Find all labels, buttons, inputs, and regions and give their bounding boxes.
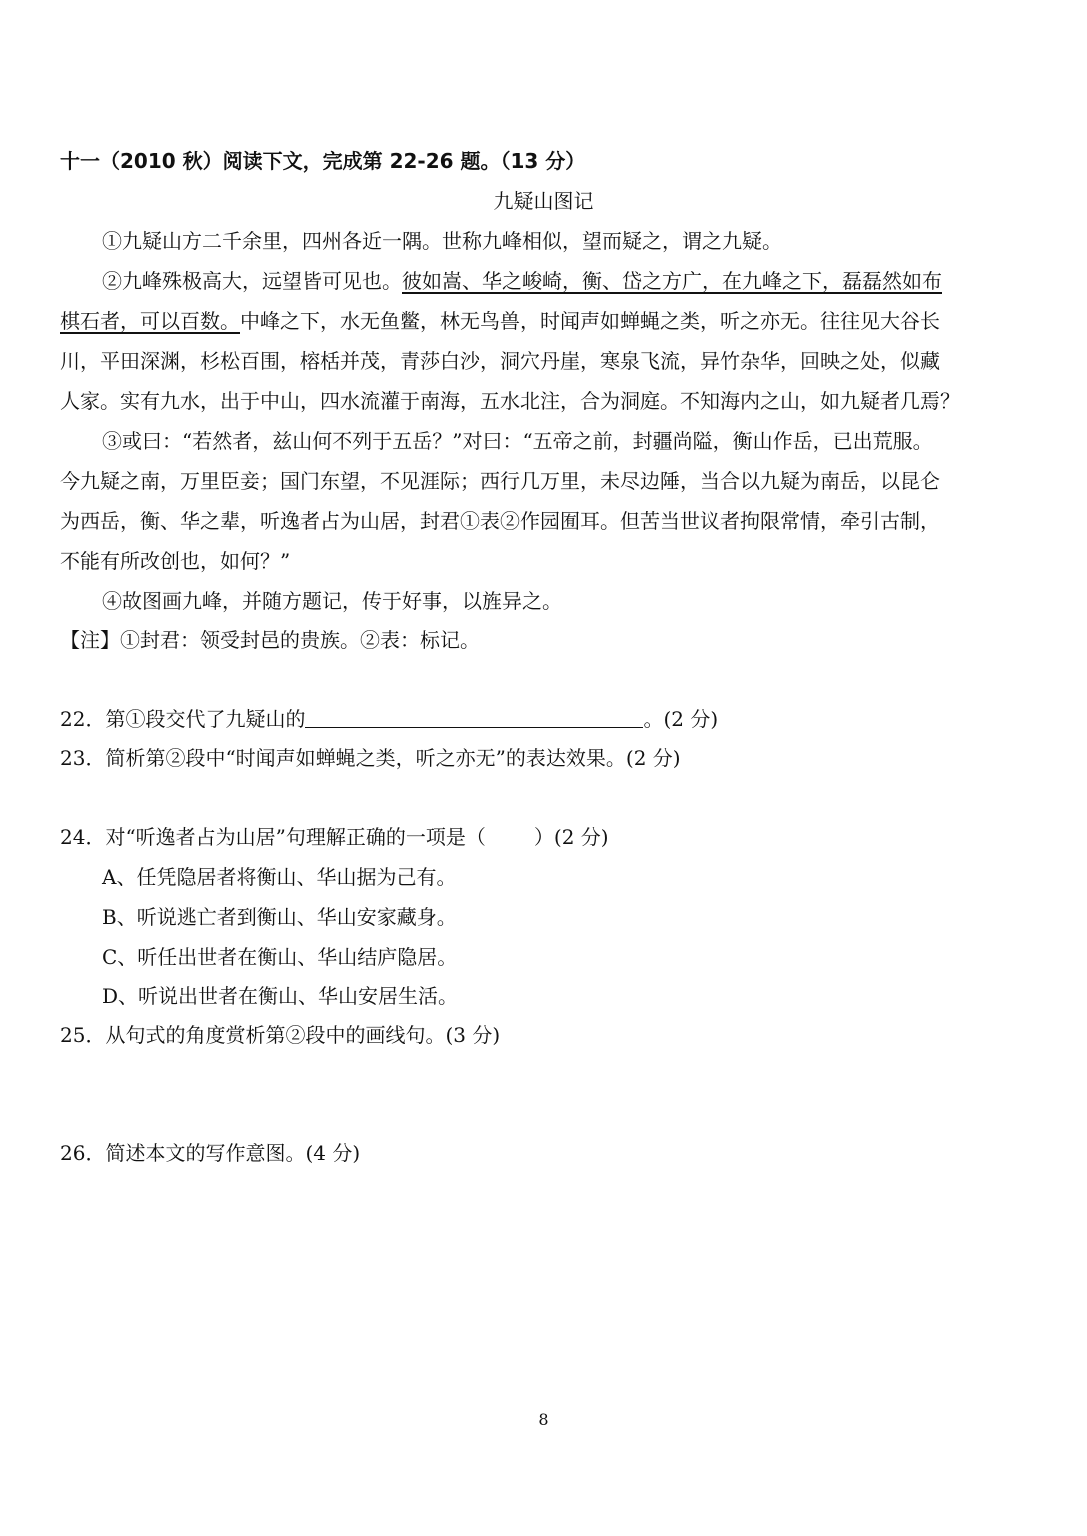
question-22 xyxy=(60,706,718,732)
question-22-text: 22．第①段交代了九疑山的 xyxy=(60,707,306,731)
paragraph-2-line-2 xyxy=(60,308,940,334)
paragraph-2-line-3: 川，平田深渊，杉松百围，榕栝并茂，青莎白沙，洞穴丹崖，寒泉飞流，异竹杂华，回映之处，似藏 xyxy=(60,349,940,373)
paragraph-3-line-2: 今九疑之南，万里臣妾；国门东望，不见涯际；西行几万里，未尽边陲，当合以九疑为南岳，以昆仑 xyxy=(60,469,940,493)
option-a[interactable]: A、任凭隐居者将衡山、华山据为己有。 xyxy=(102,865,457,889)
question-24-text: 24．对“听逸者占为山居”句理解正确的一项是（ xyxy=(60,825,486,849)
paragraph-2-line-4: 人家。实有九水，出于中山，四水流灌于南海，五水北注，合为洞庭。不知海内之山，如九疑者几焉？ xyxy=(60,389,960,413)
underlined-sentence-part-1: 彼如嵩、华之峻崎，衡、岱之方广，在九峰之下，磊磊然如布 xyxy=(402,269,942,293)
paragraph-2-line-1 xyxy=(102,268,942,294)
option-c[interactable]: C、听任出世者在衡山、华山结庐隐居。 xyxy=(102,945,458,969)
question-25: 25．从句式的角度赏析第②段中的画线句。(3 分) xyxy=(60,1023,501,1047)
article-title: 九疑山图记 xyxy=(493,189,594,213)
option-b[interactable]: B、听说逃亡者到衡山、华山安家藏身。 xyxy=(102,905,457,929)
option-d[interactable]: D、听说出世者在衡山、华山安居生活。 xyxy=(102,984,459,1008)
question-26: 26．简述本文的写作意图。(4 分) xyxy=(60,1141,361,1165)
question-24-points: ）(2 分) xyxy=(533,825,609,849)
section-heading: 十一（2010 秋）阅读下文，完成第 22-26 题。（13 分） xyxy=(60,149,586,173)
annotation-note: 【注】①封君：领受封邑的贵族。②表：标记。 xyxy=(60,628,480,652)
paragraph-3-line-3: 为西岳，衡、华之辈，听逸者占为山居，封君①表②作园囿耳。但苦当世议者拘限常情，牵引古制， xyxy=(60,509,940,533)
paragraph-2-plain-text: ②九峰殊极高大，远望皆可见也。 xyxy=(102,269,402,293)
paragraph-3-line-4: 不能有所改创也，如何？” xyxy=(60,549,291,573)
question-24 xyxy=(60,824,609,850)
underlined-sentence-part-2: 棋石者，可以百数。 xyxy=(60,309,240,333)
paragraph-3-line-1: ③或曰：“若然者，兹山何不列于五岳？”对曰：“五帝之前，封疆尚隘，衡山作岳，已出荒服。 xyxy=(102,429,933,453)
question-22-points: 。(2 分) xyxy=(643,707,719,731)
page-number: 8 xyxy=(538,1410,549,1429)
paragraph-1: ①九疑山方二千余里，四州各近一隅。世称九峰相似，望而疑之，谓之九疑。 xyxy=(102,229,782,253)
answer-blank[interactable] xyxy=(305,707,643,728)
paragraph-4: ④故图画九峰，并随方题记，传于好事，以旌异之。 xyxy=(102,589,562,613)
paragraph-2-continuation: 中峰之下，水无鱼鳖，林无鸟兽，时闻声如蝉蝇之类，听之亦无。往往见大谷长 xyxy=(240,309,940,333)
question-23: 23．简析第②段中“时闻声如蝉蝇之类，听之亦无”的表达效果。(2 分) xyxy=(60,746,681,770)
